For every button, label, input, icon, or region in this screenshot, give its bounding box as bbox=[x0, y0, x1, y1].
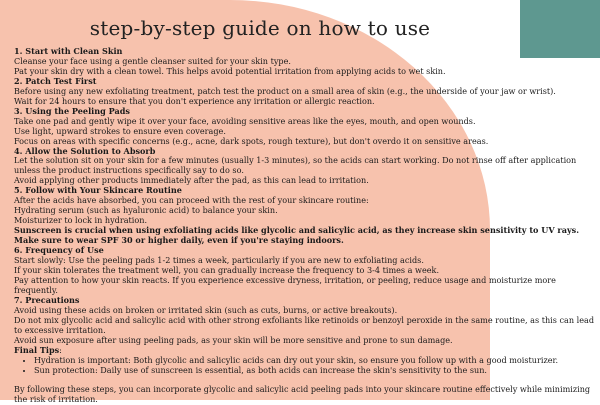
list-item: • Sun protection: Daily use of sunscreen is essential, as both acids can increase the skin's sensitivity to the sun. bbox=[34, 366, 594, 376]
section-line: Focus on areas with specific concerns (e.g., acne, dark spots, rough texture), but don't overdo it on sensitive areas. bbox=[14, 135, 489, 146]
section-line: Before using any new exfoliating treatment, patch test the product on a small area of skin (e.g., the underside of your jaw or wrist). bbox=[14, 85, 556, 96]
section-line: Pay attention to how your skin reacts. If you experience excessive dryness, irritation, or peeling, reduce usage and moisturize more frequently. bbox=[14, 274, 556, 295]
section-line: Use light, upward strokes to ensure even coverage. bbox=[14, 125, 226, 136]
section-line: Avoid using these acids on broken or irritated skin (such as cuts, burns, or active breakouts). bbox=[14, 304, 398, 315]
section-line: Let the solution sit on your skin for a few minutes (usually 1-3 minutes), so the acids can start working. Do not rinse off after application unless the product instructions specifically say to do so. bbox=[14, 155, 577, 176]
section-heading: 1. Start with Clean Skin bbox=[14, 46, 123, 56]
section-heading: 4. Allow the Solution to Absorb bbox=[14, 145, 156, 156]
final-tips-colon: : bbox=[59, 344, 62, 355]
page-title: step-by-step guide on how to use bbox=[89, 16, 431, 40]
section-line: Pat your skin dry with a clean towel. This helps avoid potential irritation from applying acids to wet skin. bbox=[14, 65, 446, 76]
section-line: Hydrating serum (such as hyaluronic acid) to balance your skin. bbox=[14, 205, 278, 216]
section-line: Cleanse your face using a gentle cleanser suited for your skin type. bbox=[14, 55, 291, 66]
section-heading: 3. Using the Peeling Pads bbox=[14, 105, 130, 116]
section-line: Take one pad and gently wipe it over your face, avoiding sensitive areas like the eyes, mouth, and open wounds. bbox=[14, 115, 476, 126]
final-tips-list bbox=[14, 356, 594, 376]
list-item: • Hydration is important: Both glycolic and salicylic acids can dry out your skin, so ensure you follow up with a good moisturizer. bbox=[34, 356, 594, 366]
section-line: After the acids have absorbed, you can proceed with the rest of your skincare routine: bbox=[14, 195, 369, 206]
section-line: Avoid sun exposure after using peeling pads, as your skin will be more sensitive and prone to sun damage. bbox=[14, 334, 453, 345]
section-line: Avoid applying other products immediately after the pad, as this can lead to irritation. bbox=[14, 175, 369, 186]
section-line: Start slowly: Use the peeling pads 1-2 times a week, particularly if you are new to exfoliating acids. bbox=[14, 255, 424, 266]
section-heading: 2. Patch Test First bbox=[14, 75, 97, 86]
section-line: Do not mix glycolic acid and salicylic acid with other strong exfoliants like retinoids or benzoyl peroxide in the same routine, as this can lead to excessive irritation. bbox=[14, 314, 594, 335]
section-heading: 7. Precautions bbox=[14, 294, 80, 305]
final-tips-label: Final Tips bbox=[14, 344, 60, 355]
section-heading: 5. Follow with Your Skincare Routine bbox=[14, 185, 182, 196]
section-line: If your skin tolerates the treatment well, you can gradually increase the frequency to 3-4 times a week. bbox=[14, 264, 440, 275]
instructions-body bbox=[14, 47, 594, 405]
section-line: Moisturizer to lock in hydration. bbox=[14, 215, 148, 226]
closing-paragraph: By following these steps, you can incorporate glycolic and salicylic acid peeling pads into your skincare routine effectively while minimizing the risk of irritation. bbox=[14, 384, 591, 405]
sunscreen-warning: Sunscreen is crucial when using exfoliating acids like glycolic and salicylic acid, as they increase skin sensitivity to UV rays. Make sure to wear SPF 30 or higher daily, even if you're staying indoors. bbox=[14, 225, 580, 246]
section-heading: 6. Frequency of Use bbox=[14, 245, 104, 256]
section-line: Wait for 24 hours to ensure that you don't experience any irritation or allergic reaction. bbox=[14, 95, 375, 106]
